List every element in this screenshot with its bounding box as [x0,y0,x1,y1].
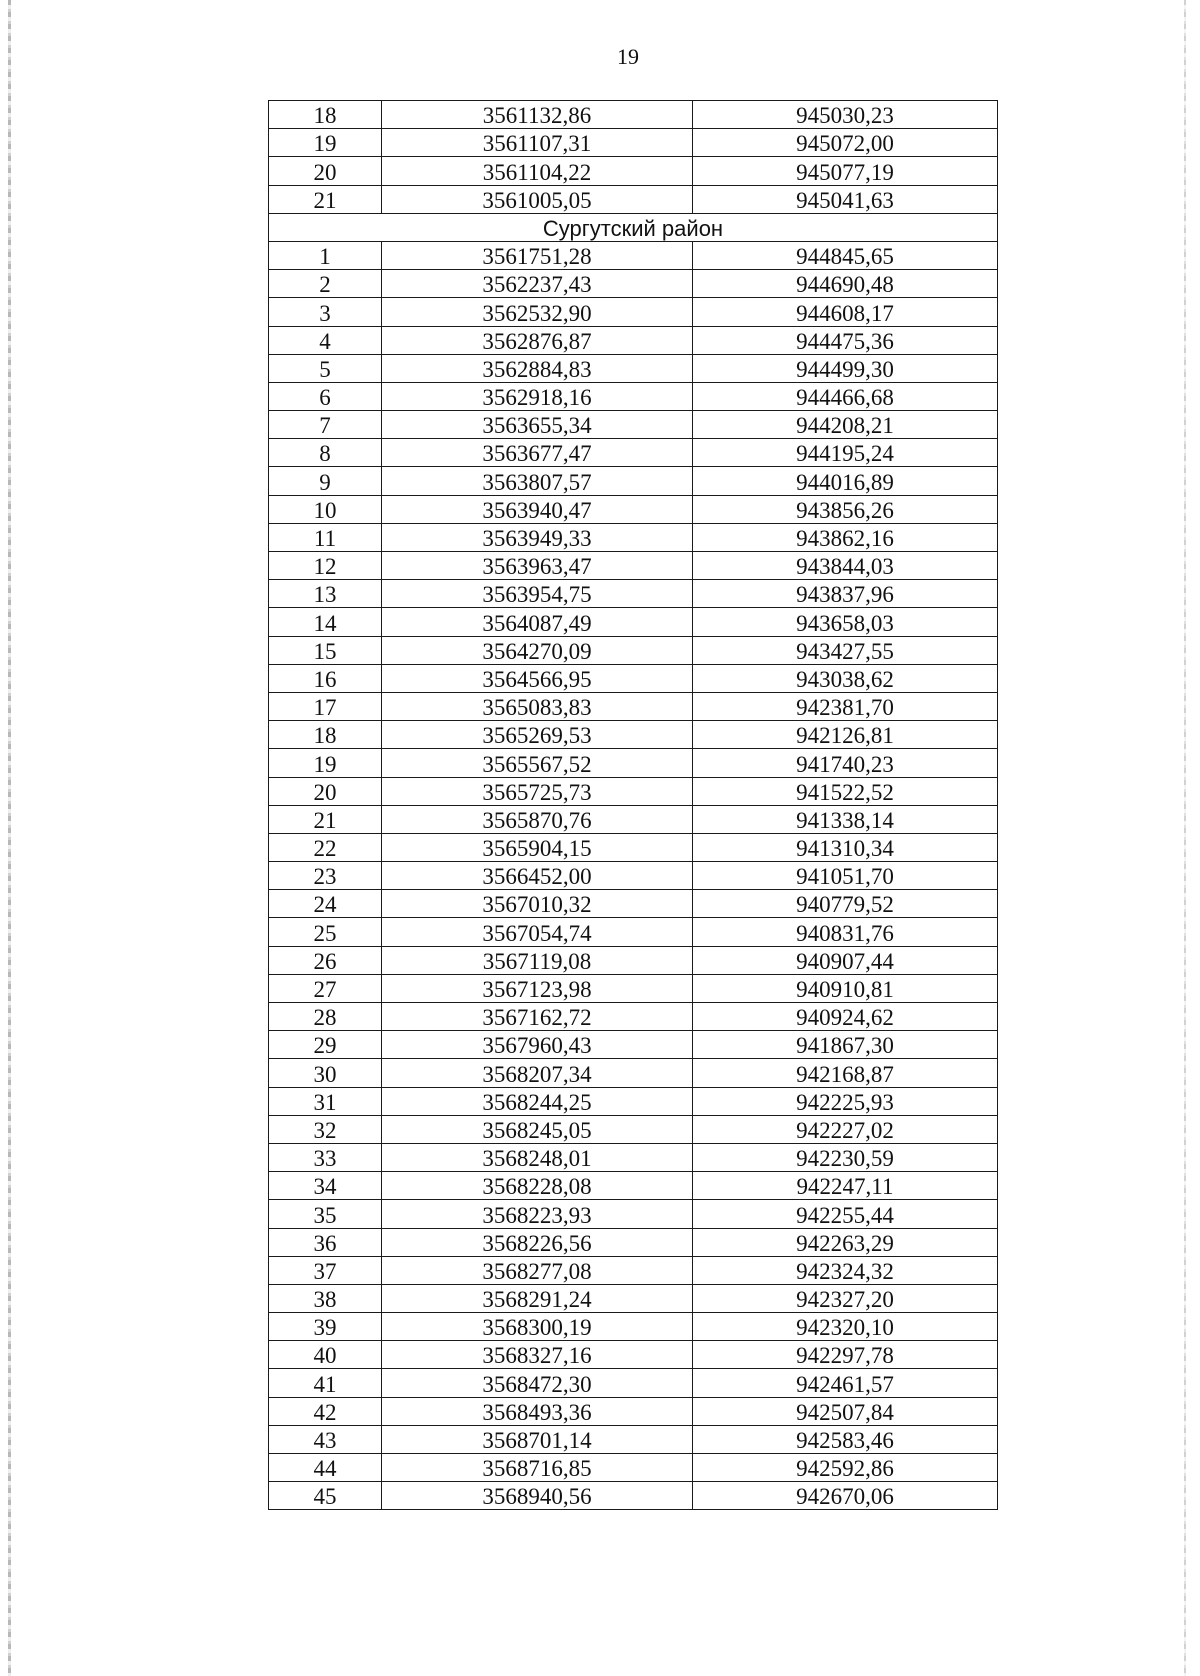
table-row [269,552,998,580]
x-coordinate-cell: 3567010,32 [382,890,693,918]
y-coordinate-cell: 942247,11 [693,1172,998,1200]
table-row [269,1313,998,1341]
y-coordinate-cell: 944016,89 [693,467,998,495]
x-coordinate-cell: 3568277,08 [382,1256,693,1284]
x-coordinate-cell: 3568226,56 [382,1228,693,1256]
table-row [269,1059,998,1087]
point-number-cell: 40 [269,1341,382,1369]
y-coordinate-cell: 943038,62 [693,664,998,692]
point-number-cell: 27 [269,974,382,1002]
x-coordinate-cell: 3566452,00 [382,862,693,890]
point-number-cell: 38 [269,1284,382,1312]
point-number-cell: 20 [269,157,382,185]
table-row [269,298,998,326]
point-number-cell: 34 [269,1172,382,1200]
x-coordinate-cell: 3568493,36 [382,1397,693,1425]
y-coordinate-cell: 942225,93 [693,1087,998,1115]
point-number-cell: 4 [269,326,382,354]
point-number-cell: 6 [269,382,382,410]
x-coordinate-cell: 3568223,93 [382,1200,693,1228]
table-row [269,326,998,354]
table-row [269,721,998,749]
point-number-cell: 2 [269,270,382,298]
y-coordinate-cell: 942327,20 [693,1284,998,1312]
y-coordinate-cell: 942507,84 [693,1397,998,1425]
y-coordinate-cell: 945041,63 [693,185,998,213]
y-coordinate-cell: 943658,03 [693,608,998,636]
point-number-cell: 29 [269,1031,382,1059]
point-number-cell: 19 [269,129,382,157]
table-row [269,636,998,664]
x-coordinate-cell: 3567162,72 [382,1003,693,1031]
x-coordinate-cell: 3565083,83 [382,692,693,720]
x-coordinate-cell: 3562237,43 [382,270,693,298]
table-row [269,1087,998,1115]
y-coordinate-cell: 945030,23 [693,101,998,129]
point-number-cell: 36 [269,1228,382,1256]
table-row [269,805,998,833]
table-row [269,1143,998,1171]
x-coordinate-cell: 3563655,34 [382,411,693,439]
table-row [269,580,998,608]
table-row [269,185,998,213]
x-coordinate-cell: 3562884,83 [382,354,693,382]
point-number-cell: 41 [269,1369,382,1397]
section-title: Сургутский район [269,213,998,241]
x-coordinate-cell: 3564270,09 [382,636,693,664]
y-coordinate-cell: 942126,81 [693,721,998,749]
point-number-cell: 15 [269,636,382,664]
point-number-cell: 45 [269,1482,382,1510]
y-coordinate-cell: 945077,19 [693,157,998,185]
y-coordinate-cell: 942324,32 [693,1256,998,1284]
x-coordinate-cell: 3561751,28 [382,241,693,269]
y-coordinate-cell: 941310,34 [693,833,998,861]
point-number-cell: 20 [269,777,382,805]
table-row [269,974,998,1002]
x-coordinate-cell: 3563807,57 [382,467,693,495]
x-coordinate-cell: 3568701,14 [382,1425,693,1453]
x-coordinate-cell: 3562876,87 [382,326,693,354]
table-row [269,467,998,495]
section-header-row [269,213,998,241]
x-coordinate-cell: 3568207,34 [382,1059,693,1087]
y-coordinate-cell: 942227,02 [693,1115,998,1143]
point-number-cell: 23 [269,862,382,890]
table-row [269,918,998,946]
x-coordinate-cell: 3563949,33 [382,523,693,551]
x-coordinate-cell: 3561107,31 [382,129,693,157]
y-coordinate-cell: 942670,06 [693,1482,998,1510]
table-row [269,890,998,918]
y-coordinate-cell: 942230,59 [693,1143,998,1171]
table-row [269,1228,998,1256]
table-row [269,411,998,439]
y-coordinate-cell: 944475,36 [693,326,998,354]
y-coordinate-cell: 942381,70 [693,692,998,720]
y-coordinate-cell: 942320,10 [693,1313,998,1341]
table-row [269,1369,998,1397]
y-coordinate-cell: 941740,23 [693,749,998,777]
y-coordinate-cell: 943862,16 [693,523,998,551]
x-coordinate-cell: 3568228,08 [382,1172,693,1200]
x-coordinate-cell: 3565725,73 [382,777,693,805]
x-coordinate-cell: 3567054,74 [382,918,693,946]
table-row [269,129,998,157]
y-coordinate-cell: 940924,62 [693,1003,998,1031]
x-coordinate-cell: 3563963,47 [382,552,693,580]
x-coordinate-cell: 3565870,76 [382,805,693,833]
point-number-cell: 30 [269,1059,382,1087]
y-coordinate-cell: 941522,52 [693,777,998,805]
x-coordinate-cell: 3568940,56 [382,1482,693,1510]
x-coordinate-cell: 3561104,22 [382,157,693,185]
x-coordinate-cell: 3568300,19 [382,1313,693,1341]
table-row [269,382,998,410]
x-coordinate-cell: 3567119,08 [382,946,693,974]
table-row [269,1200,998,1228]
x-coordinate-cell: 3568472,30 [382,1369,693,1397]
table-row [269,692,998,720]
point-number-cell: 43 [269,1425,382,1453]
point-number-cell: 17 [269,692,382,720]
point-number-cell: 42 [269,1397,382,1425]
x-coordinate-cell: 3565904,15 [382,833,693,861]
table-row [269,270,998,298]
table-row [269,833,998,861]
point-number-cell: 25 [269,918,382,946]
x-coordinate-cell: 3563954,75 [382,580,693,608]
table-row [269,523,998,551]
point-number-cell: 24 [269,890,382,918]
table-row [269,1003,998,1031]
table-row [269,439,998,467]
table-row [269,1454,998,1482]
point-number-cell: 26 [269,946,382,974]
y-coordinate-cell: 942297,78 [693,1341,998,1369]
y-coordinate-cell: 942168,87 [693,1059,998,1087]
point-number-cell: 11 [269,523,382,551]
x-coordinate-cell: 3562918,16 [382,382,693,410]
point-number-cell: 33 [269,1143,382,1171]
point-number-cell: 13 [269,580,382,608]
y-coordinate-cell: 942592,86 [693,1454,998,1482]
point-number-cell: 10 [269,495,382,523]
table-row [269,354,998,382]
y-coordinate-cell: 941051,70 [693,862,998,890]
y-coordinate-cell: 944466,68 [693,382,998,410]
y-coordinate-cell: 940779,52 [693,890,998,918]
x-coordinate-cell: 3561132,86 [382,101,693,129]
y-coordinate-cell: 944608,17 [693,298,998,326]
y-coordinate-cell: 943837,96 [693,580,998,608]
table-row [269,1172,998,1200]
y-coordinate-cell: 940907,44 [693,946,998,974]
y-coordinate-cell: 944845,65 [693,241,998,269]
y-coordinate-cell: 943856,26 [693,495,998,523]
point-number-cell: 12 [269,552,382,580]
table-row [269,1115,998,1143]
x-coordinate-cell: 3562532,90 [382,298,693,326]
y-coordinate-cell: 943844,03 [693,552,998,580]
y-coordinate-cell: 941867,30 [693,1031,998,1059]
point-number-cell: 16 [269,664,382,692]
y-coordinate-cell: 942461,57 [693,1369,998,1397]
y-coordinate-cell: 944690,48 [693,270,998,298]
point-number-cell: 14 [269,608,382,636]
point-number-cell: 1 [269,241,382,269]
point-number-cell: 22 [269,833,382,861]
x-coordinate-cell: 3568244,25 [382,1087,693,1115]
x-coordinate-cell: 3564566,95 [382,664,693,692]
page-number: 19 [617,44,639,69]
point-number-cell: 3 [269,298,382,326]
y-coordinate-cell: 942263,29 [693,1228,998,1256]
point-number-cell: 18 [269,721,382,749]
y-coordinate-cell: 944208,21 [693,411,998,439]
point-number-cell: 21 [269,805,382,833]
y-coordinate-cell: 944499,30 [693,354,998,382]
point-number-cell: 35 [269,1200,382,1228]
scan-edge-right [1184,0,1186,1676]
point-number-cell: 44 [269,1454,382,1482]
table-row [269,777,998,805]
table-row [269,1482,998,1510]
y-coordinate-cell: 945072,00 [693,129,998,157]
table-row [269,862,998,890]
table-row [269,1341,998,1369]
x-coordinate-cell: 3563940,47 [382,495,693,523]
y-coordinate-cell: 940910,81 [693,974,998,1002]
x-coordinate-cell: 3563677,47 [382,439,693,467]
x-coordinate-cell: 3568291,24 [382,1284,693,1312]
x-coordinate-cell: 3564087,49 [382,608,693,636]
y-coordinate-cell: 942255,44 [693,1200,998,1228]
point-number-cell: 21 [269,185,382,213]
y-coordinate-cell: 944195,24 [693,439,998,467]
table-row [269,1425,998,1453]
point-number-cell: 18 [269,101,382,129]
table-row [269,946,998,974]
table-row [269,157,998,185]
table-row [269,241,998,269]
table-row [269,749,998,777]
y-coordinate-cell: 943427,55 [693,636,998,664]
x-coordinate-cell: 3568248,01 [382,1143,693,1171]
y-coordinate-cell: 942583,46 [693,1425,998,1453]
point-number-cell: 28 [269,1003,382,1031]
point-number-cell: 7 [269,411,382,439]
table-row [269,1284,998,1312]
coordinates-table-body [269,101,998,1510]
x-coordinate-cell: 3565567,52 [382,749,693,777]
x-coordinate-cell: 3568716,85 [382,1454,693,1482]
point-number-cell: 31 [269,1087,382,1115]
point-number-cell: 39 [269,1313,382,1341]
point-number-cell: 9 [269,467,382,495]
point-number-cell: 37 [269,1256,382,1284]
x-coordinate-cell: 3565269,53 [382,721,693,749]
table-row [269,1031,998,1059]
y-coordinate-cell: 940831,76 [693,918,998,946]
y-coordinate-cell: 941338,14 [693,805,998,833]
point-number-cell: 19 [269,749,382,777]
table-row [269,101,998,129]
point-number-cell: 8 [269,439,382,467]
coordinates-table [268,100,998,1510]
table-row [269,608,998,636]
table-row [269,664,998,692]
point-number-cell: 32 [269,1115,382,1143]
x-coordinate-cell: 3567960,43 [382,1031,693,1059]
x-coordinate-cell: 3568245,05 [382,1115,693,1143]
table-row [269,1397,998,1425]
x-coordinate-cell: 3567123,98 [382,974,693,1002]
x-coordinate-cell: 3561005,05 [382,185,693,213]
x-coordinate-cell: 3568327,16 [382,1341,693,1369]
table-row [269,495,998,523]
point-number-cell: 5 [269,354,382,382]
table-row [269,1256,998,1284]
scan-edge-left [8,0,11,1676]
